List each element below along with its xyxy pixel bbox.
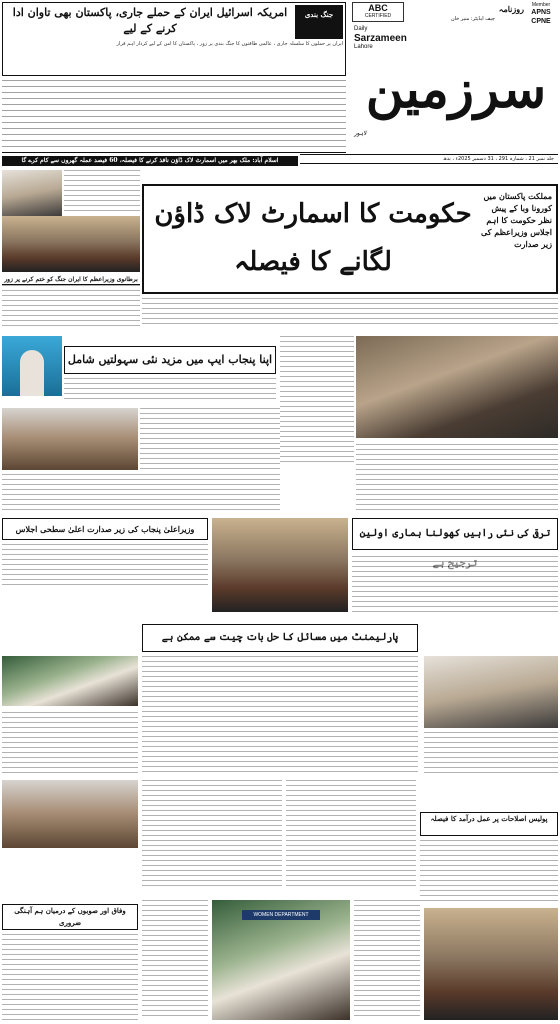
masthead	[350, 2, 558, 152]
masthead-logo: سرزمین	[365, 59, 547, 120]
lead-side-text: مملکت پاکستان میں کورونا وبا کے پیش نظر حکومت کا اہم اجلاس وزیراعظم کی زیر صدارت	[480, 191, 552, 249]
photo-podium	[424, 908, 558, 1020]
top-banner-kicker: جنگ بندی	[295, 5, 343, 39]
banner-body-text	[2, 80, 346, 152]
story-pm-meeting-text	[2, 544, 208, 588]
story-uk-pm-headline: برطانوی وزیراعظم کا ایران جنگ کو ختم کرنے پر زور	[2, 276, 140, 285]
photo-cabinet	[212, 518, 348, 612]
abc-label: ABC	[368, 3, 388, 13]
photo-gov-meeting	[356, 336, 558, 438]
column-text-f	[424, 732, 558, 776]
daily-label: Daily	[354, 26, 368, 32]
women-dept-banner: WOMEN DEPARTMENT	[242, 910, 320, 920]
photo-press	[424, 656, 558, 728]
speaker-figure	[20, 350, 44, 396]
photo-handshake	[2, 408, 138, 470]
column-text-e	[2, 712, 138, 774]
column-text-d	[2, 474, 280, 514]
title-en: Sarzameen	[354, 33, 407, 44]
photo-officials	[212, 900, 350, 1020]
city-en: Lahore	[354, 44, 373, 50]
daily-label-ur: روزنامہ	[498, 4, 524, 14]
date-line: جلد نمبر 21 ، شمارہ 291 ، 31 دسمبر 2025ء ، بدھ	[300, 154, 558, 164]
abc-certified: CERTIFIED	[364, 13, 392, 19]
story-punjab-app: اپنا پنجاب ایپ میں مزید نئی سہولتیں شامل	[64, 346, 276, 374]
photo-meeting-wide	[2, 216, 140, 272]
story-development: ترقی کی نئی راہیں کھولنا ہماری اولین	[352, 518, 558, 550]
photo-meeting-small	[2, 170, 62, 216]
column-text-b	[280, 336, 354, 466]
divider	[2, 152, 346, 153]
column-text-i	[420, 840, 558, 904]
story-development-text	[352, 556, 558, 616]
column-text-c	[356, 444, 558, 510]
edition-label: لاہور	[354, 130, 367, 137]
member-badge	[526, 2, 556, 38]
story-uk-pm-text	[2, 285, 140, 297]
column-text-k	[354, 900, 420, 1020]
story-federation: وفاق اور صوبوں کے درمیان ہم آہنگی ضروری	[2, 904, 138, 930]
left-col-text-1	[64, 170, 140, 214]
story-uk-pm	[2, 276, 140, 298]
story-pm-meeting: وزیراعلیٰ پنجاب کی زیر صدارت اعلیٰ سطحی اجلاس	[2, 518, 208, 540]
founder-label: چیف ایڈیٹر: منیر خان	[450, 16, 496, 22]
story-parliament-text	[142, 656, 418, 776]
lead-headline: حکومت کا اسمارٹ لاک ڈاؤن لگانے کا فیصلہ	[154, 199, 472, 277]
left-col-text-2	[2, 300, 140, 330]
member-label: Member	[531, 2, 551, 8]
story-parliament: پارلیمنٹ میں مسائل کا حل بات چیت سے ممکن ہے	[142, 624, 418, 652]
story-punjab-app-text	[64, 378, 276, 402]
photo-ceremony	[2, 780, 138, 848]
top-banner-intro: ایران پر حملوں کا سلسلہ جاری ، عالمی طاقتوں کا جنگ بندی پر زور ، پاکستان کا امن کے لیے کردار اہم قرار	[116, 41, 343, 47]
story-police-reform: پولیس اصلاحات پر عمل درآمد کا فیصلہ	[420, 812, 558, 836]
abc-badge	[352, 2, 404, 22]
column-text-j	[2, 934, 138, 1020]
column-text-a	[140, 408, 280, 470]
photo-signing	[2, 656, 138, 706]
column-text-h	[286, 780, 416, 890]
top-banner	[2, 2, 346, 76]
cpne-label: CPNE	[531, 18, 551, 25]
lead-body-text	[142, 298, 558, 324]
strip-headline-1: اسلام آباد: ملک بھر میں اسمارٹ لاک ڈاؤن نافذ کرنے کا فیصلہ، 60 فیصد عملہ گھروں سے کام کرے گا	[2, 156, 298, 166]
apns-label: APNS	[531, 9, 551, 16]
speaker-photo	[2, 336, 62, 396]
column-text-g	[142, 780, 282, 890]
top-banner-headline: امریکہ اسرائیل ایران کے حملے جاری، پاکستان بھی تاوان ادا کرنے کے لیے	[5, 5, 295, 39]
column-text-l	[142, 900, 208, 1020]
lead-story	[142, 184, 558, 294]
